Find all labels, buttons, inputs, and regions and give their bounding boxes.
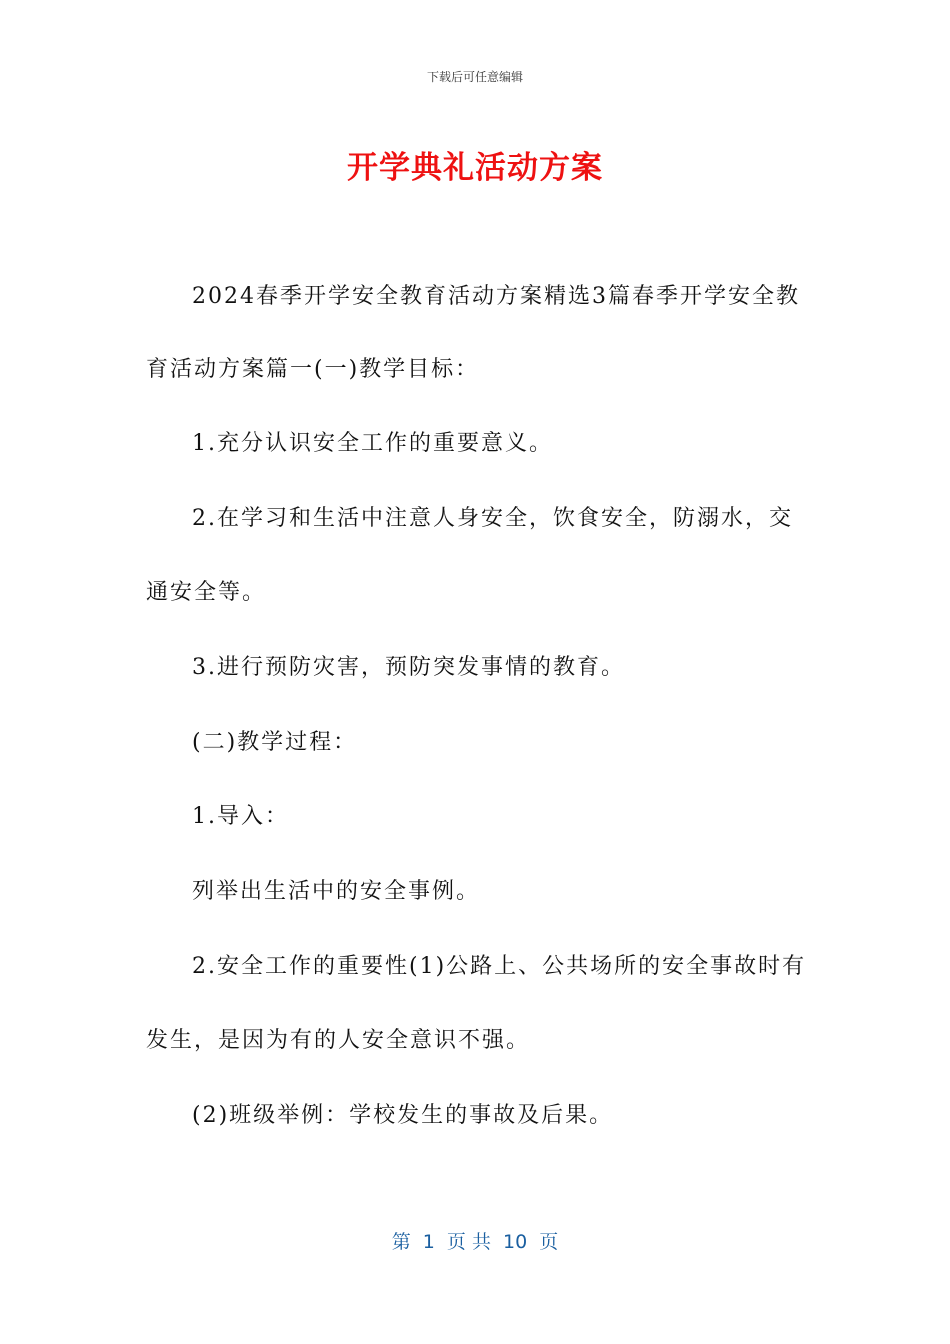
paragraph-line: 2.安全工作的重要性(1)公路上、公共场所的安全事故时有: [192, 954, 807, 979]
paragraph-line: 育活动方案篇一(一)教学目标：: [146, 357, 480, 382]
paragraph-line: 2024春季开学安全教育活动方案精选3篇春季开学安全教: [192, 284, 800, 309]
paragraph-line: 1.导入：: [192, 804, 289, 829]
paragraph-line: (二)教学过程：: [192, 730, 358, 755]
paragraph-line: 发生，是因为有的人安全意识不强。: [146, 1028, 531, 1053]
document-title: 开学典礼活动方案: [347, 150, 603, 186]
paragraph-line: 3.进行预防灾害，预防突发事情的教育。: [192, 655, 625, 680]
paragraph-line: (2)班级举例：学校发生的事故及后果。: [192, 1103, 614, 1128]
paragraph-line: 2.在学习和生活中注意人身安全，饮食安全，防溺水，交: [192, 506, 793, 531]
page-header-note: 下载后可任意编辑: [426, 70, 523, 84]
page-number-footer: 第 1 页 共 10 页: [391, 1231, 559, 1253]
paragraph-line: 通安全等。: [146, 580, 267, 605]
paragraph-line: 列举出生活中的安全事例。: [192, 879, 481, 904]
paragraph-line: 1.充分认识安全工作的重要意义。: [192, 431, 553, 456]
